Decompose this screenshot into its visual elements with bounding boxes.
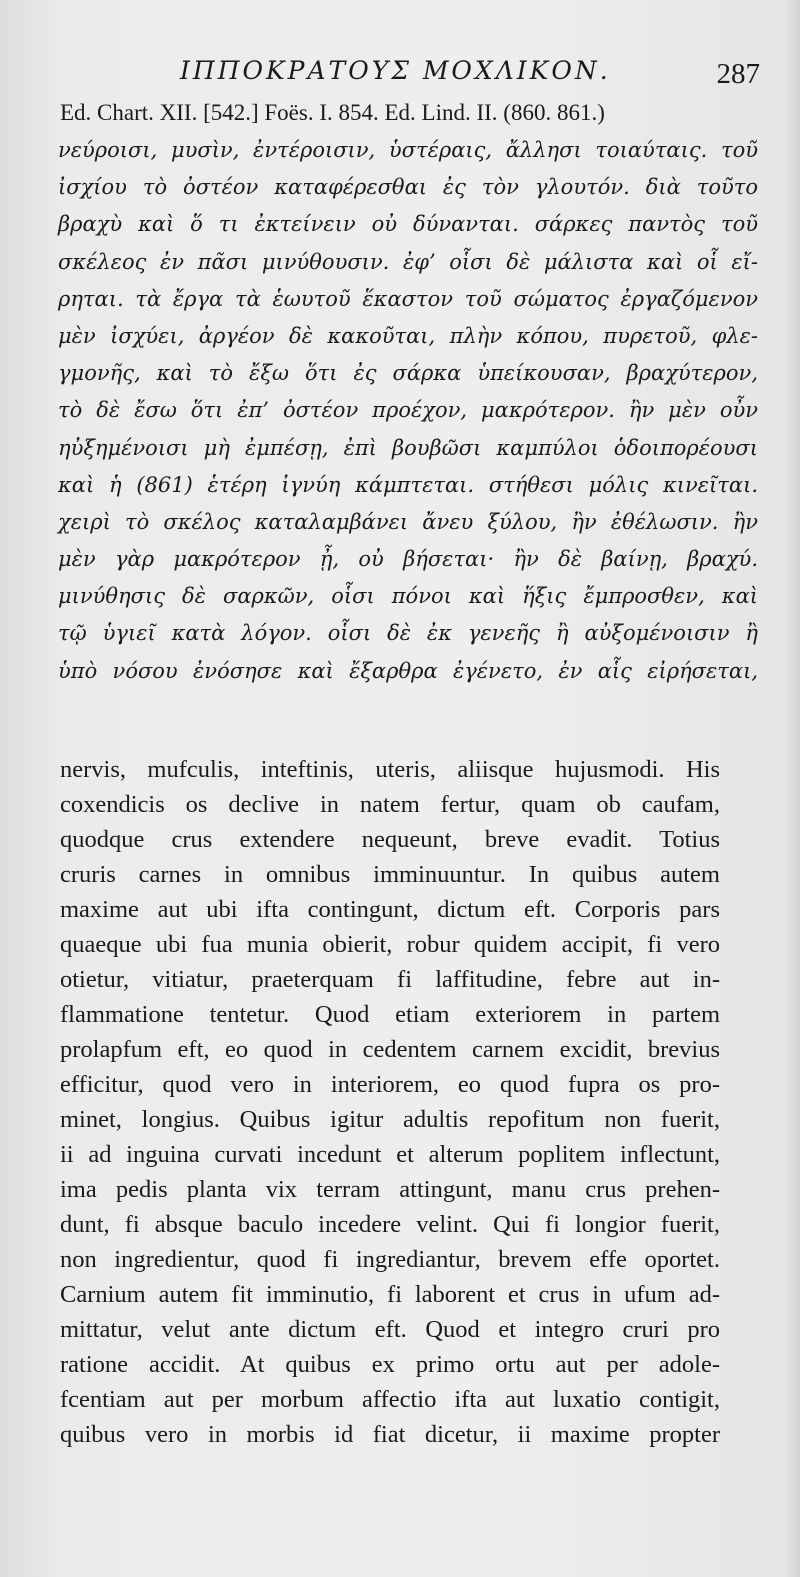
greek-line: νεύροισι, μυσὶν, ἐντέροισιν, ὑστέραις, ἄλλησι τοιαύταις. τοῦ: [58, 138, 758, 162]
latin-line: quibus vero in morbis id fiat dicetur, ii maxime propter: [60, 1421, 720, 1448]
latin-line: otietur, vitiatur, praeterquam fi laffitudine, febre aut in-: [60, 966, 720, 993]
page-edge-shadow: [784, 0, 800, 1577]
latin-text-block: [60, 752, 720, 1452]
greek-line: μινύθησις δὲ σαρκῶν, οἷσι πόνοι καὶ ἥξις ἔμπροσθεν, καὶ: [58, 584, 758, 609]
latin-line: dunt, fi absque baculo incedere velint. Qui fi longior fuerit,: [60, 1211, 720, 1238]
greek-line: τῷ ὑγιεῖ κατὰ λόγον. οἷσι δὲ ἐκ γενεῆς ἢ αὐξομένοισιν ἢ: [58, 621, 758, 646]
greek-line: γμονῆς, καὶ τὸ ἔξω ὅτι ἐς σάρκα ὑπείκουσαν, βραχύτερον,: [58, 361, 758, 386]
latin-line: efficitur, quod vero in interiorem, eo quod fupra os pro-: [60, 1071, 720, 1098]
latin-line: quodque crus extendere nequeunt, breve evadit. Totius: [60, 826, 720, 853]
greek-line: βραχὺ καὶ ὅ τι ἐκτείνειν οὐ δύνανται. σάρκες παντὸς τοῦ: [58, 212, 758, 237]
latin-line: coxendicis os declive in natem fertur, quam ob caufam,: [60, 791, 720, 818]
greek-line: χειρὶ τὸ σκέλος καταλαμβάνει ἄνευ ξύλου, ἢν ἐθέλωσιν. ἢν: [58, 509, 758, 534]
latin-line: fcentiam aut per morbum affectio ifta aut luxatio contigit,: [60, 1386, 720, 1413]
latin-line: ii ad inguina curvati incedunt et alterum poplitem inflectunt,: [60, 1141, 720, 1168]
latin-line: ima pedis planta vix terram attingunt, manu crus prehen-: [60, 1176, 720, 1203]
latin-line: quaeque ubi fua munia obierit, robur quidem accipit, fi vero: [60, 931, 720, 958]
latin-line: flammatione tentetur. Quod etiam exteriorem in partem: [60, 1001, 720, 1028]
greek-line: τὸ δὲ ἔσω ὅτι ἐπ’ ὀστέον προέχον, μακρότερον. ἢν μὲν οὖν: [58, 398, 758, 423]
greek-line: ἰσχίου τὸ ὀστέον καταφέρεσθαι ἐς τὸν γλουτόν. διὰ τοῦτο: [58, 175, 758, 200]
latin-line: nervis, mufculis, inteftinis, uteris, aliisque hujusmodi. His: [60, 756, 720, 783]
greek-line: σκέλεος ἐν πᾶσι μινύθουσιν. ἐφ’ οἷσι δὲ μάλιστα καὶ οἷ εἴ-: [58, 249, 758, 274]
latin-line: non ingredientur, quod fi ingrediantur, brevem effe oportet.: [60, 1246, 720, 1273]
running-title: ΙΠΠΟΚΡΑΤΟΥΣ ΜΟΧΛΙΚΟΝ.: [180, 56, 611, 85]
latin-line: cruris carnes in omnibus imminuuntur. In quibus autem: [60, 861, 720, 888]
greek-line: ρηται. τὰ ἔργα τὰ ἑωυτοῦ ἕκαστον τοῦ σώματος ἐργαζόμενον: [58, 286, 758, 311]
greek-line: μὲν ἰσχύει, ἀργέον δὲ κακοῦται, πλὴν κόπου, πυρετοῦ, φλε-: [58, 323, 758, 348]
greek-line: ηὐξημένοισι μὴ ἐμπέσῃ, ἐπὶ βουβῶσι καμπύλοι ὁδοιπορέουσι: [58, 435, 758, 460]
page-number: 287: [716, 58, 760, 90]
page-header: [180, 52, 760, 92]
latin-line: mittatur, velut ante dictum eft. Quod et integro cruri pro: [60, 1316, 720, 1343]
greek-line: μὲν γὰρ μακρότερον ᾖ, οὐ βήσεται· ἢν δὲ βαίνῃ, βραχύ.: [58, 547, 758, 572]
greek-line: ὑπὸ νόσου ἐνόσησε καὶ ἔξαρθρα ἐγένετο, ἐν αἷς εἰρήσεται,: [58, 658, 758, 683]
latin-line: Carnium autem fit imminutio, fi laborent et crus in ufum ad-: [60, 1281, 720, 1308]
greek-line: καὶ ἡ (861) ἑτέρη ἰγνύη κάμπτεται. στήθεσι μόλις κινεῖται.: [58, 472, 758, 497]
latin-line: ratione accidit. At quibus ex primo ortu aut per adole-: [60, 1351, 720, 1378]
latin-line: maxime aut ubi ifta contingunt, dictum eft. Corporis pars: [60, 896, 720, 923]
latin-line: minet, longius. Quibus igitur adultis repofitum non fuerit,: [60, 1106, 720, 1133]
edition-reference-line: Ed. Chart. XII. [542.] Foës. I. 854. Ed. Lind. II. (860. 861.): [60, 100, 605, 125]
greek-text-block: [58, 132, 758, 690]
latin-line: prolapfum eft, eo quod in cedentem carnem excidit, brevius: [60, 1036, 720, 1063]
